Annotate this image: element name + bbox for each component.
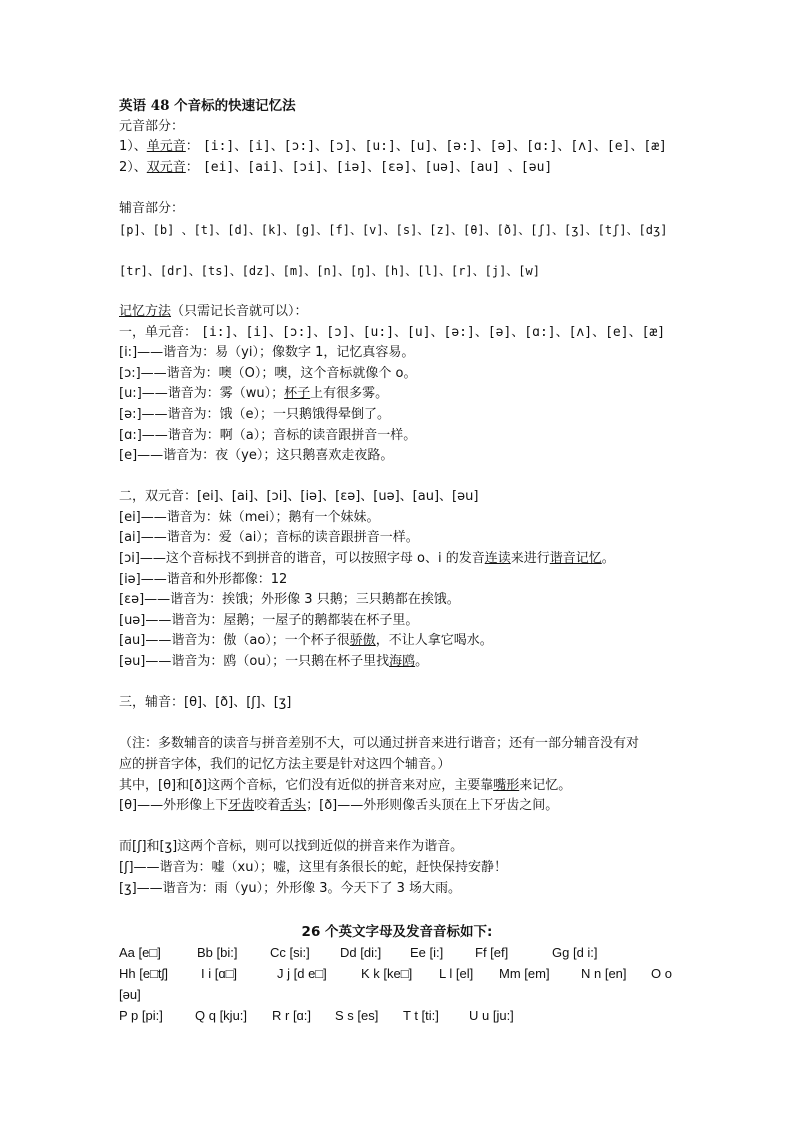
- text-segment: [əu]——谐音为：鸥（ou）；一只鹅在杯子里找: [119, 654, 390, 670]
- consonant-mnemonic-4: [ʃ]——谐音为：嘘（xu）；嘘，这里有条很长的蛇，赶快保持安静！: [119, 859, 507, 875]
- text-segment: 来进行: [510, 551, 550, 567]
- underlined-term: 嘴形: [493, 777, 520, 793]
- text-segment: 其中，[θ]和[ð]这两个音标，它们没有近似的拼音来对应，主要靠: [119, 777, 494, 793]
- vowel-section-heading: 元音部分：: [119, 118, 185, 134]
- text-segment: [θ]——外形像上下: [119, 798, 229, 814]
- letter-entry: T t [ti:]: [403, 1008, 439, 1024]
- consonant-mnemonic-1: [119, 776, 679, 797]
- spacer: [119, 281, 679, 302]
- spacer: [119, 240, 679, 261]
- alphabet-title: 26 个英文字母及发音音标如下:: [301, 923, 493, 940]
- spacer: [119, 178, 679, 199]
- letter-entry: R r [ɑ:]: [272, 1008, 312, 1024]
- diphthong-line: [119, 158, 679, 179]
- letter-entry: Bb [bi:]: [197, 945, 238, 961]
- text-segment: [au]——谐音为：傲（ao）；一个杯子很: [119, 633, 350, 649]
- monophthong-line: [119, 137, 679, 158]
- monophthong-mnemonic-1: [i:]——谐音为：易（yi）；像数字 1，记忆真容易。: [119, 345, 415, 361]
- monophthong-label: 单元音: [146, 139, 186, 155]
- monophthong-mnemonic-3: [119, 384, 679, 405]
- underlined-term: 骄傲: [349, 633, 376, 649]
- diphthong-list: [ei]、[ai]、[ɔi]、[iə]、[εə]、[uə]、[au] 、[əu]: [202, 159, 553, 175]
- monophthong-mnemonic-2: [ɔ:]——谐音为：噢（O）；噢，这个音标就像个 o。: [119, 365, 417, 381]
- spacer: [119, 673, 679, 694]
- alphabet-row-2: [119, 963, 679, 984]
- letter-entry: [əu]: [119, 987, 141, 1003]
- letter-entry: P p [pi:]: [119, 1008, 163, 1024]
- spacer: [119, 899, 679, 920]
- underlined-term: 杯子: [284, 386, 311, 402]
- spacer: [119, 817, 679, 838]
- letter-entry: Aa [e□]: [119, 945, 161, 961]
- text-segment: 上有很多雾。: [310, 386, 389, 402]
- letter-entry: U u [ju:]: [469, 1008, 514, 1024]
- letter-entry: S s [es]: [335, 1008, 379, 1024]
- monophthong-prefix: 1）、: [119, 139, 147, 155]
- memory-method-heading: [119, 302, 679, 323]
- diphthong-sep: ：: [185, 159, 199, 175]
- letter-entry: Ff [ef]: [475, 945, 509, 961]
- note-line-2: 应的拼音字体，我们的记忆方法主要是针对这四个辅音。）: [119, 757, 451, 772]
- diphthong-mnemonic-2: [ai]——谐音为：爱（ai）；音标的读音跟拼音一样。: [119, 530, 419, 546]
- letter-entry: I i [ɑ□]: [201, 966, 238, 982]
- memory-method-label: 记忆方法: [119, 303, 172, 319]
- letter-entry: K k [ke□]: [361, 966, 413, 982]
- letter-entry: N n [en]: [581, 966, 627, 982]
- consonant-mnemonic-3: 而[ʃ]和[ʒ]这两个音标，则可以找到近似的拼音来作为谐音。: [119, 839, 464, 855]
- underlined-term: 牙齿: [228, 798, 255, 814]
- letter-entry: Ee [i:]: [410, 945, 444, 961]
- diphthong-mnemonic-5: [εə]——谐音为：挨饿；外形像 3 只鹅；三只鹅都在挨饿。: [119, 592, 460, 608]
- diphthong-mnemonic-3: [119, 549, 679, 570]
- letter-entry: Mm [em]: [499, 966, 550, 982]
- letter-entry: Dd [di:]: [340, 945, 382, 961]
- alphabet-row-3: [119, 984, 679, 1005]
- part3-heading: 三，辅音：[θ]、[ð]、[ʃ]、[ʒ]: [119, 695, 292, 711]
- consonant-row-2: [tr]、[dr]、[ts]、[dz]、[m]、[n]、[ŋ]、[h]、[l]、[r]、[j]、[w]: [119, 263, 540, 278]
- part1-heading-label: 一，单元音：: [119, 324, 198, 340]
- text-segment: ，不让人拿它喝水。: [375, 633, 493, 649]
- underlined-term: 舌头: [280, 798, 307, 814]
- spacer: [119, 467, 679, 488]
- document-page: [119, 96, 679, 1026]
- consonant-section-heading: 辅音部分：: [119, 200, 185, 216]
- part1-heading: [119, 323, 679, 344]
- text-segment: [u:]——谐音为：雾（wu）；: [119, 386, 285, 402]
- text-segment: [ɔi]——这个音标找不到拼音的谐音，可以按照字母 o、i 的发音: [119, 551, 485, 567]
- monophthong-list: [i:]、[i]、[ɔ:]、[ɔ]、[u:]、[u]、[ə:]、[ə]、[ɑ:]、[ʌ]、[e]、[æ]: [202, 139, 667, 155]
- alphabet-row-1: [119, 942, 679, 963]
- letter-entry: Hh [e□tʃ]: [119, 966, 169, 982]
- letter-entry: L l [el]: [439, 966, 474, 982]
- monophthong-mnemonic-5: [ɑ:]——谐音为：啊（a）；音标的读音跟拼音一样。: [119, 427, 417, 443]
- part1-list: [i:]、[i]、[ɔ:]、[ɔ]、[u:]、[u]、[ə:]、[ə]、[ɑ:]、[ʌ]、[e]、[æ]: [201, 324, 666, 340]
- letter-entry: Q q [kju:]: [195, 1008, 248, 1024]
- diphthong-prefix: 2）、: [119, 159, 147, 175]
- part2-heading: 二，双元音：[ei]、[ai]、[ɔi]、[iə]、[εə]、[uə]、[au]、[əu]: [119, 489, 479, 505]
- text-segment: 来记忆。: [519, 777, 572, 793]
- letter-entry: O o: [651, 966, 672, 982]
- diphthong-label: 双元音: [146, 159, 186, 175]
- consonant-mnemonic-2: [119, 796, 679, 817]
- underlined-term: 连读: [484, 551, 511, 567]
- diphthong-mnemonic-4: [iə]——谐音和外形都像：12: [119, 571, 288, 587]
- memory-method-note: （只需记长音就可以）：: [171, 303, 308, 319]
- text-segment: 。: [601, 551, 615, 567]
- text-segment: 。: [415, 654, 429, 670]
- alphabet-row-4: [119, 1005, 679, 1026]
- monophthong-mnemonic-4: [ə:]——谐音为：饿（e）；一只鹅饿得晕倒了。: [119, 406, 391, 422]
- letter-entry: Cc [si:]: [270, 945, 310, 961]
- letter-entry: Gg [d i:]: [552, 945, 598, 961]
- document-title: 英语 48 个音标的快速记忆法: [119, 98, 296, 114]
- consonant-mnemonic-5: [ʒ]——谐音为：雨（yu）；外形像 3。今天下了 3 场大雨。: [119, 880, 462, 896]
- underlined-term: 谐音记忆: [549, 551, 602, 567]
- underlined-term: 海鸥: [389, 654, 416, 670]
- diphthong-mnemonic-1: [ei]——谐音为：妹（mei）；鹅有一个妹妹。: [119, 509, 380, 525]
- diphthong-mnemonic-7: [119, 631, 679, 652]
- note-line-1: （注：多数辅音的读音与拼音差别不大，可以通过拼音来进行谐音；还有一部分辅音没有对: [119, 736, 640, 752]
- text-segment: 咬着: [254, 798, 281, 814]
- monophthong-mnemonic-6: [e]——谐音为：夜（ye）；这只鹅喜欢走夜路。: [119, 448, 394, 464]
- monophthong-sep: ：: [185, 139, 199, 155]
- diphthong-mnemonic-6: [uə]——谐音为：屋鹅；一屋子的鹅都装在杯子里。: [119, 612, 419, 628]
- diphthong-mnemonic-8: [119, 652, 679, 673]
- letter-entry: J j [d e□]: [277, 966, 327, 982]
- spacer: [119, 714, 679, 735]
- text-segment: ；[ð]——外形则像舌头顶在上下牙齿之间。: [306, 798, 559, 814]
- consonant-row-1: [p]、[b] 、[t]、[d]、[k]、[g]、[f]、[v]、[s]、[z]、[θ]、[ð]、[ʃ]、[ʒ]、[tʃ]、[dʒ]: [119, 222, 668, 237]
